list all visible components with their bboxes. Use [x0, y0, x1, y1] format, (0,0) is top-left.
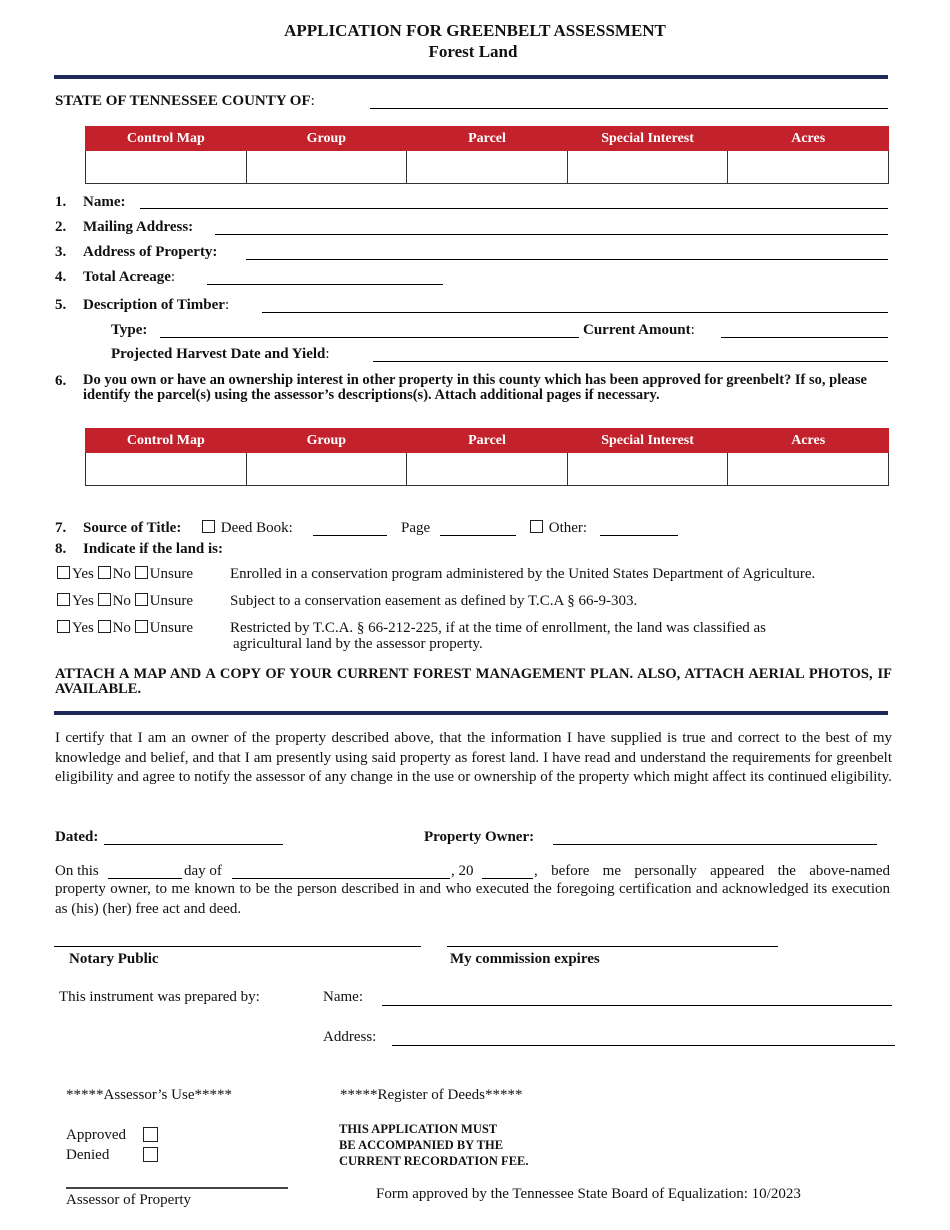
- form-subtitle: Forest Land: [428, 42, 518, 61]
- question-6: Do you own or have an ownership interest in other property in this county which has been approved for greenbelt? If so, please identify the parcel(s) using the assessor’s descriptions(s). Attach additional pages if necessary.: [83, 372, 867, 403]
- divider: [54, 75, 888, 79]
- commission-line[interactable]: [447, 946, 778, 947]
- item-number: 6.: [55, 373, 67, 389]
- name-field[interactable]: [140, 208, 888, 209]
- checkbox-icon[interactable]: [202, 520, 215, 533]
- register-deeds-heading: *****Register of Deeds*****: [340, 1087, 523, 1103]
- dated-label: Dated:: [55, 829, 99, 845]
- on-this-label: On this: [55, 863, 99, 879]
- item-number: 8.: [55, 541, 67, 557]
- form-footer: Form approved by the Tennessee State Board of Equalization: 10/2023: [376, 1186, 801, 1202]
- owner-label: Property Owner:: [424, 829, 535, 845]
- item-number: 1.: [55, 194, 67, 210]
- current-amount-field[interactable]: [721, 337, 888, 338]
- col-special-interest: Special Interest: [567, 429, 728, 453]
- type-field[interactable]: [160, 337, 579, 338]
- col-group: Group: [246, 127, 407, 151]
- restricted-statement: Restricted by T.C.A. § 66-212-225, if at the time of enrollment, the land was classified as: [230, 620, 766, 636]
- item-number: 4.: [55, 269, 67, 285]
- item-number: 5.: [55, 297, 67, 313]
- cell-input[interactable]: [728, 453, 889, 486]
- col-group: Group: [246, 429, 407, 453]
- checkbox-icon[interactable]: [98, 620, 111, 633]
- checkbox-icon[interactable]: [57, 566, 70, 579]
- preparer-name-field[interactable]: [382, 1005, 892, 1006]
- harvest-label: Projected Harvest Date and Yield:: [111, 346, 330, 362]
- assessor-signature-label: Assessor of Property: [66, 1192, 191, 1208]
- commission-label: My commission expires: [450, 951, 600, 967]
- cell-input[interactable]: [567, 151, 728, 184]
- cell-input[interactable]: [246, 151, 407, 184]
- col-parcel: Parcel: [407, 127, 568, 151]
- page-field[interactable]: [440, 535, 516, 536]
- certification-text: I certify that I am an owner of the property described above, that the information I have supplied is true and correct to the best of my knowledge and belief, and that I am presently using said property as forest land. I have read and understand the requirements for greenbelt eligibility and agree to notify the assessor of any change in the use or ownership of the property which might affect its continued eligibility.: [55, 730, 892, 785]
- col-control-map: Control Map: [86, 127, 247, 151]
- checkbox-icon[interactable]: [57, 593, 70, 606]
- item-number: 2.: [55, 219, 67, 235]
- col-control-map: Control Map: [86, 429, 247, 453]
- recordation-notice: CURRENT RECORDATION FEE.: [339, 1154, 529, 1168]
- restricted-statement-cont: agricultural land by the assessor property.: [233, 636, 483, 652]
- usda-options[interactable]: Yes No Unsure: [57, 565, 193, 583]
- timber-field[interactable]: [262, 312, 888, 313]
- cell-input[interactable]: [407, 453, 568, 486]
- source-title-label: Source of Title:: [83, 520, 182, 536]
- checkbox-icon[interactable]: [98, 566, 111, 579]
- divider: [54, 711, 888, 715]
- land-status-label: Indicate if the land is:: [83, 541, 224, 557]
- cell-input[interactable]: [567, 453, 728, 486]
- easement-options[interactable]: Yes No Unsure: [57, 592, 193, 610]
- total-acreage-label: Total Acreage:: [83, 269, 176, 285]
- denied-label: Denied: [66, 1147, 110, 1163]
- mailing-label: Mailing Address:: [83, 219, 194, 235]
- prepared-by-label: This instrument was prepared by:: [59, 989, 260, 1005]
- usda-statement: Enrolled in a conservation program administered by the United States Department of Agriculture.: [230, 566, 816, 582]
- notary-text: , before me personally appeared the above-named: [534, 863, 890, 879]
- deed-book-field[interactable]: [313, 535, 387, 536]
- type-label: Type:: [111, 322, 148, 338]
- item-number: 3.: [55, 244, 67, 260]
- cell-input[interactable]: [246, 453, 407, 486]
- county-label: STATE OF TENNESSEE COUNTY OF:: [55, 93, 315, 109]
- deed-book-option[interactable]: Deed Book:: [202, 519, 293, 537]
- preparer-address-field[interactable]: [392, 1045, 895, 1046]
- cell-input[interactable]: [407, 151, 568, 184]
- checkbox-icon[interactable]: [57, 620, 70, 633]
- checkbox-icon[interactable]: [530, 520, 543, 533]
- other-option[interactable]: Other:: [530, 519, 587, 537]
- cell-input[interactable]: [86, 151, 247, 184]
- checkbox-icon[interactable]: [135, 566, 148, 579]
- item-number: 7.: [55, 520, 67, 536]
- other-parcels-table: [85, 428, 889, 486]
- assessor-signature-line[interactable]: [66, 1187, 288, 1189]
- col-acres: Acres: [728, 127, 889, 151]
- harvest-field[interactable]: [373, 361, 888, 362]
- total-acreage-field[interactable]: [207, 284, 443, 285]
- name-label: Name:: [83, 194, 126, 210]
- month-field[interactable]: [232, 878, 450, 879]
- checkbox-icon[interactable]: [135, 593, 148, 606]
- cell-input[interactable]: [86, 453, 247, 486]
- preparer-name-label: Name:: [323, 989, 363, 1005]
- preparer-address-label: Address:: [323, 1029, 377, 1045]
- day-field[interactable]: [108, 878, 182, 879]
- col-parcel: Parcel: [407, 429, 568, 453]
- owner-signature-field[interactable]: [553, 844, 877, 845]
- checkbox-icon[interactable]: [98, 593, 111, 606]
- parcel-table: [85, 126, 889, 184]
- current-amount-label: Current Amount:: [583, 322, 695, 338]
- col-acres: Acres: [728, 429, 889, 453]
- form-title: APPLICATION FOR GREENBELT ASSESSMENT: [284, 21, 666, 40]
- dated-field[interactable]: [104, 844, 283, 845]
- notary-signature-line[interactable]: [54, 946, 421, 947]
- recordation-notice: BE ACCOMPANIED BY THE: [339, 1138, 504, 1152]
- col-special-interest: Special Interest: [567, 127, 728, 151]
- approved-label: Approved: [66, 1127, 126, 1143]
- notary-public-label: Notary Public: [69, 951, 159, 967]
- denied-checkbox[interactable]: [143, 1147, 158, 1162]
- property-address-field[interactable]: [246, 259, 888, 260]
- approved-checkbox[interactable]: [143, 1127, 158, 1142]
- day-of-label: day of: [184, 863, 222, 879]
- page-label: Page: [401, 520, 431, 536]
- county-field[interactable]: [370, 108, 888, 109]
- attach-notice: ATTACH A MAP AND A COPY OF YOUR CURRENT FOREST MANAGEMENT PLAN. ALSO, ATTACH AERIAL PHOTOS, IF AVAILABLE.: [55, 666, 892, 697]
- cell-input[interactable]: [728, 151, 889, 184]
- notary-text-cont: property owner, to me known to be the person described in and who executed the foregoing certification and acknowledged its execution as (his) (her) free act and deed.: [55, 881, 890, 917]
- year-field[interactable]: [482, 878, 533, 879]
- timber-label: Description of Timber:: [83, 297, 230, 313]
- mailing-field[interactable]: [215, 234, 888, 235]
- property-address-label: Address of Property:: [83, 244, 218, 260]
- assessor-use-heading: *****Assessor’s Use*****: [66, 1087, 232, 1103]
- year-label: , 20: [451, 863, 474, 879]
- restricted-options[interactable]: Yes No Unsure: [57, 619, 193, 637]
- other-field[interactable]: [600, 535, 678, 536]
- easement-statement: Subject to a conservation easement as defined by T.C.A § 66-9-303.: [230, 593, 638, 609]
- recordation-notice: THIS APPLICATION MUST: [339, 1122, 498, 1136]
- checkbox-icon[interactable]: [135, 620, 148, 633]
